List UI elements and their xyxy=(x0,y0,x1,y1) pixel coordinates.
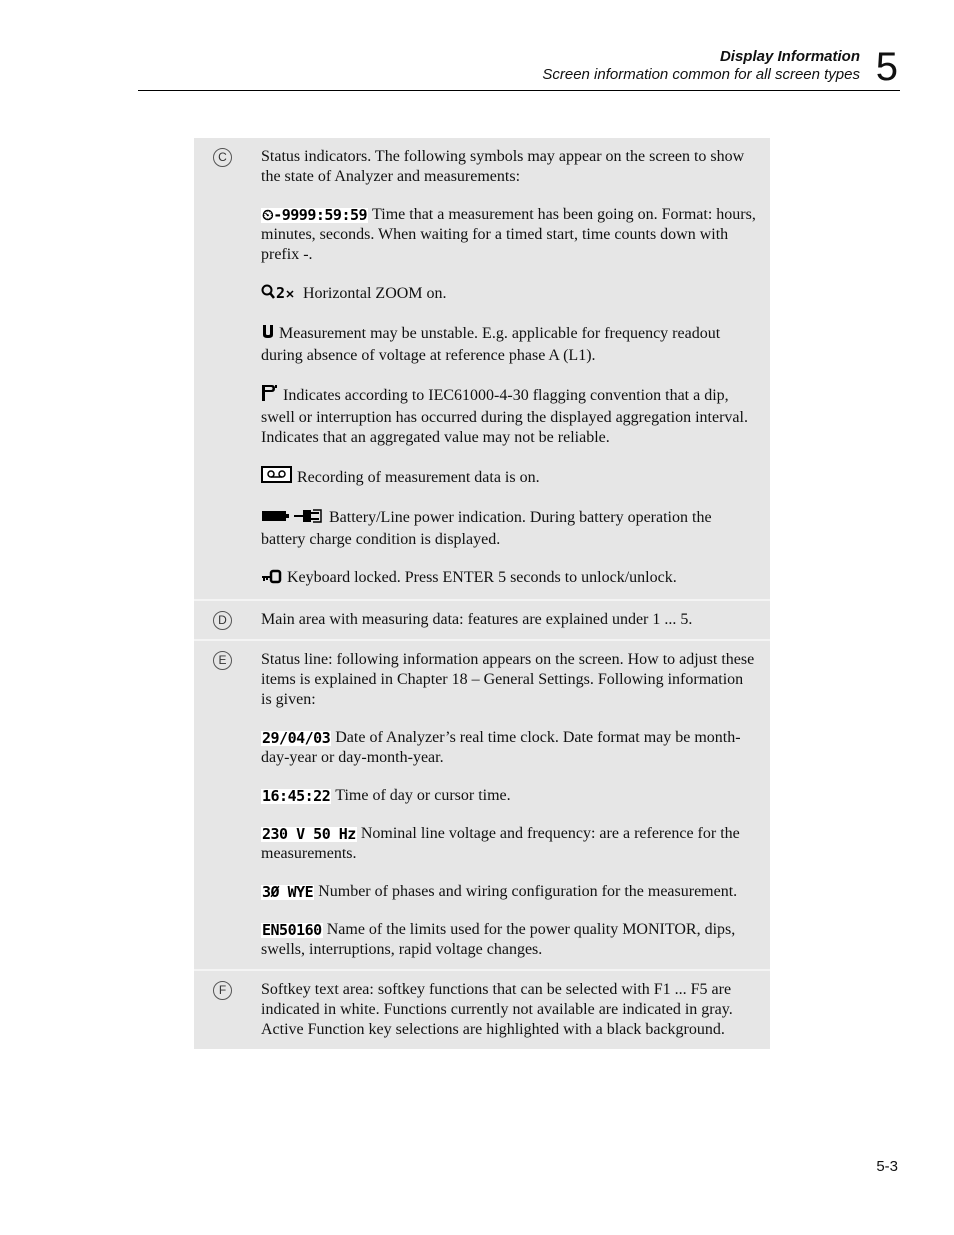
marker-d: D xyxy=(213,611,232,630)
recording-icon xyxy=(261,466,293,490)
section-subtitle: Screen information common for all screen types xyxy=(542,66,860,83)
row-f xyxy=(194,971,770,1049)
row-e-intro: Status line: following information appears on the screen. How to adjust these items is explained in Chapter 18 – General Settings. Following information is given: xyxy=(261,651,755,708)
header-text xyxy=(542,48,860,84)
item-recording xyxy=(261,466,756,490)
row-f-intro: Softkey text area: softkey functions that can be selected with F1 ... F5 are indicated in white. Functions currently not available are indicated in gray. Active Function key selections are highlighted with a black background. xyxy=(261,981,733,1038)
item-nominal xyxy=(261,824,756,864)
item-keylock xyxy=(261,568,756,590)
time-symbol: 16:45:22 xyxy=(262,787,331,805)
marker-c: C xyxy=(213,148,232,167)
row-d-intro: Main area with measuring data: features are explained under 1 ... 5. xyxy=(261,611,693,628)
row-c xyxy=(194,138,770,601)
row-e xyxy=(194,641,770,971)
row-c-intro: Status indicators. The following symbols may appear on the screen to show the state of Analyzer and measurements: xyxy=(261,148,745,185)
page-number: 5-3 xyxy=(876,1158,898,1175)
elapsed-time-symbol: ⏲-9999:59:59 xyxy=(262,206,368,224)
key-lock-icon xyxy=(261,568,283,590)
item-text: Horizontal ZOOM on. xyxy=(303,285,447,302)
phases-symbol: 3Ø WYE xyxy=(262,883,314,901)
zoom-2x-icon xyxy=(261,283,299,306)
battery-line-icon xyxy=(261,508,325,530)
item-text: Number of phases and wiring configuration for the measurement. xyxy=(318,883,738,900)
item-elapsed-time xyxy=(261,205,756,265)
date-symbol: 29/04/03 xyxy=(262,729,331,747)
item-zoom xyxy=(261,283,756,306)
item-text: Recording of measurement data is on. xyxy=(297,469,540,486)
item-text: Indicates according to IEC61000-4-30 flagging convention that a dip, swell or interruption has occurred during the displayed aggregation interval. Indicates that an aggregated value may not be reliable. xyxy=(261,387,748,446)
item-time xyxy=(261,786,756,806)
unstable-icon xyxy=(261,324,275,346)
item-text: Keyboard locked. Press ENTER 5 seconds to unlock/unlock. xyxy=(287,569,677,586)
item-text: Name of the limits used for the power quality MONITOR, dips, swells, interruptions, rapid voltage changes. xyxy=(261,921,736,958)
marker-e: E xyxy=(213,651,232,670)
item-limits xyxy=(261,920,756,960)
item-text: Measurement may be unstable. E.g. applicable for frequency readout during absence of voltage at reference phase A (L1). xyxy=(261,325,721,364)
item-phases xyxy=(261,882,756,902)
description-table xyxy=(194,138,770,1049)
item-flag xyxy=(261,384,756,448)
item-text: Date of Analyzer’s real time clock. Date format may be month-day-year or day-month-year. xyxy=(261,729,741,766)
chapter-number: 5 xyxy=(875,45,898,89)
item-unstable xyxy=(261,324,756,366)
item-date xyxy=(261,728,756,768)
nominal-symbol: 230 V 50 Hz xyxy=(262,825,356,843)
item-text: Nominal line voltage and frequency: are a reference for the measurements. xyxy=(261,825,740,862)
flag-icon xyxy=(261,384,279,408)
page-header xyxy=(138,46,900,91)
item-text: Battery/Line power indication. During battery operation the battery charge condition is displayed. xyxy=(261,509,712,548)
item-power xyxy=(261,508,756,550)
section-title: Display Information xyxy=(719,48,860,65)
marker-f: F xyxy=(213,981,232,1000)
svg-text:2: 2 xyxy=(276,284,286,300)
item-text: Time of day or cursor time. xyxy=(335,787,511,804)
limits-symbol: EN50160 xyxy=(262,921,322,939)
row-d xyxy=(194,601,770,641)
item-text: Time that a measurement has been going on. Format: hours, minutes, seconds. When waiting for a timed start, time counts down with prefix -. xyxy=(261,206,756,263)
